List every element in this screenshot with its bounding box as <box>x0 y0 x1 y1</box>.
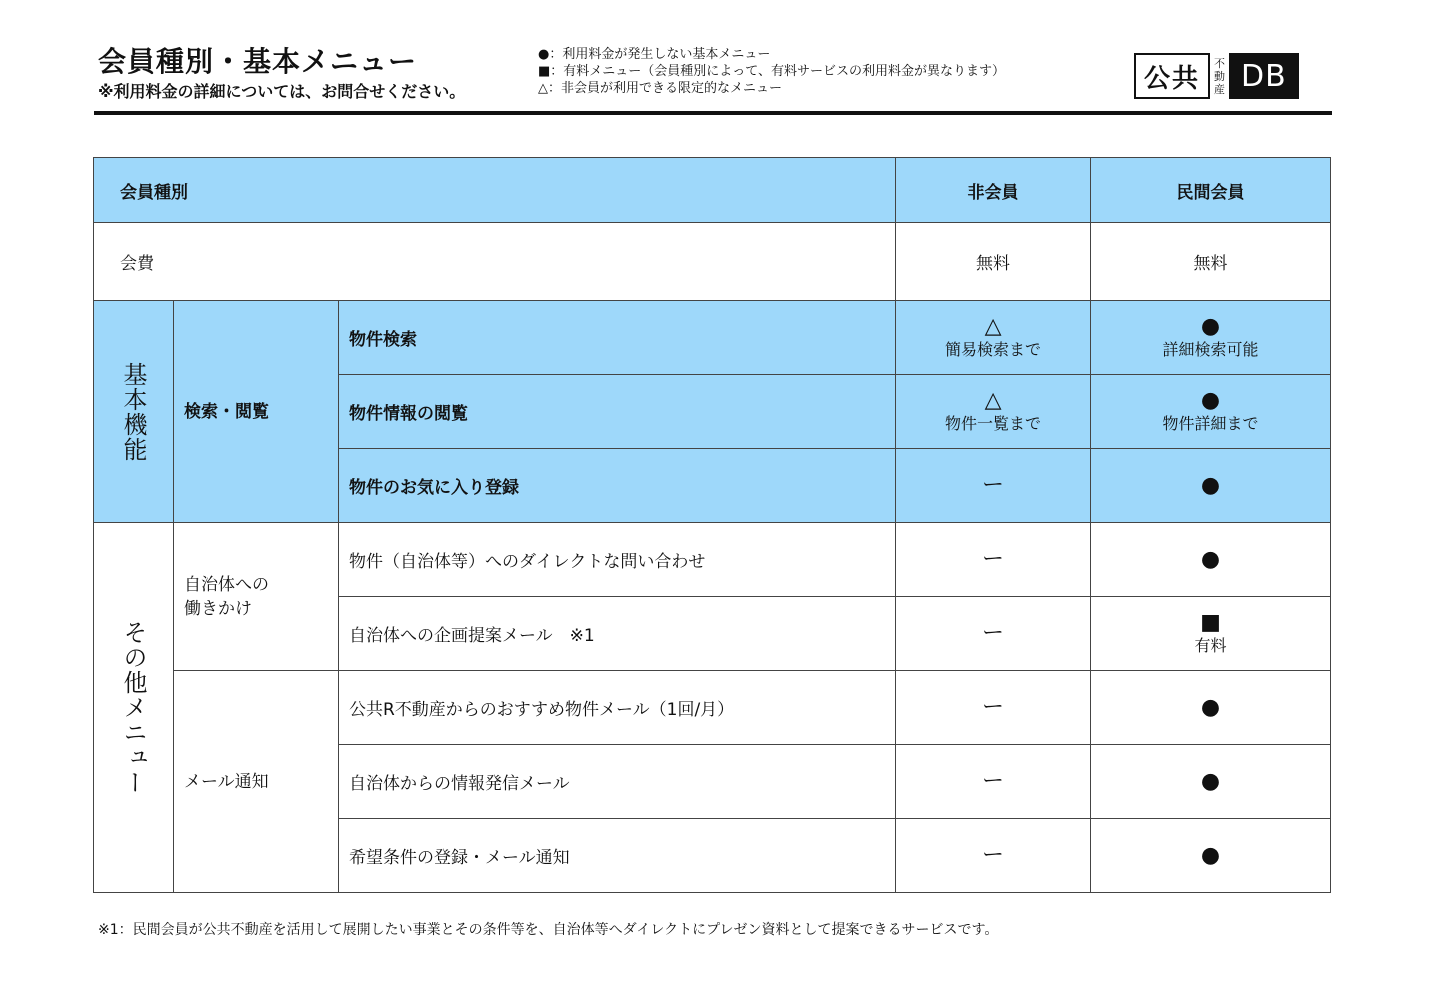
feature-label: 物件（自治体等）へのダイレクトな問い合わせ <box>339 523 896 597</box>
square-icon: ■ <box>1200 609 1221 635</box>
triangle-icon: △ <box>984 313 1002 339</box>
triangle-icon: △ <box>984 387 1002 413</box>
feature-label: 公共R不動産からのおすすめ物件メール（1回/月） <box>339 671 896 745</box>
feature-label: 自治体への企画提案メール ※1 <box>339 597 896 671</box>
circle-icon: ● <box>1200 472 1221 498</box>
logo-fudo-1: 不 <box>1214 56 1226 70</box>
header-rule <box>94 111 1332 115</box>
section-basic <box>94 301 174 523</box>
table-header-row <box>94 158 1331 223</box>
fee-row <box>94 223 1331 301</box>
logo-fudo-2: 動 <box>1214 69 1226 83</box>
private-member-cell <box>1091 671 1331 745</box>
private-member-cell <box>1091 375 1331 449</box>
category-search: 検索・閲覧 <box>174 301 339 523</box>
private-member-cell <box>1091 301 1331 375</box>
non-member-cell <box>896 745 1091 819</box>
cell-note: 物件詳細まで <box>1162 413 1259 433</box>
section-other-label: その他メニュー <box>119 620 147 795</box>
cell-note: 有料 <box>1194 635 1227 655</box>
price-inquiry-note: ※利用料金の詳細については、お問合せください。 <box>98 82 466 101</box>
table-row <box>94 523 1331 597</box>
private-member-cell <box>1091 819 1331 893</box>
non-member-cell <box>896 449 1091 523</box>
circle-icon: ● <box>1200 313 1221 339</box>
circle-icon: ● <box>1200 387 1221 413</box>
dash-icon: ー <box>982 842 1005 868</box>
cell-note: 詳細検索可能 <box>1162 339 1259 359</box>
dash-icon: ー <box>982 620 1005 646</box>
page-title: 会員種別・基本メニュー <box>98 45 418 78</box>
table-row <box>94 671 1331 745</box>
logo <box>1134 53 1299 99</box>
feature-label: 物件情報の閲覧 <box>339 375 896 449</box>
feature-label: 自治体からの情報発信メール <box>339 745 896 819</box>
non-member-cell <box>896 523 1091 597</box>
table-row <box>94 301 1331 375</box>
private-member-cell <box>1091 523 1331 597</box>
private-member-cell <box>1091 745 1331 819</box>
header-member-type: 会員種別 <box>94 158 896 223</box>
legend-free: ●：利用料金が発生しない基本メニュー <box>538 47 771 62</box>
circle-icon: ● <box>1200 694 1221 720</box>
section-other <box>94 523 174 893</box>
non-member-cell <box>896 597 1091 671</box>
feature-label: 物件検索 <box>339 301 896 375</box>
logo-fudo-3: 産 <box>1214 82 1226 96</box>
dash-icon: ー <box>982 694 1005 720</box>
dash-icon: ー <box>982 472 1005 498</box>
logo-kyo: 公共 <box>1134 53 1210 99</box>
logo-fudosan <box>1210 53 1229 99</box>
feature-label: 物件のお気に入り登録 <box>339 449 896 523</box>
category-municipality: 自治体への 働きかけ <box>174 523 339 671</box>
fee-private-member: 無料 <box>1091 223 1331 301</box>
cell-note: 物件一覧まで <box>945 413 1042 433</box>
header-private-member: 民間会員 <box>1091 158 1331 223</box>
legend-paid: ■：有料メニュー（会員種別によって、有料サービスの利用料金が異なります） <box>538 64 1006 79</box>
circle-icon: ● <box>1200 546 1221 572</box>
dash-icon: ー <box>982 546 1005 572</box>
private-member-cell <box>1091 597 1331 671</box>
fee-label: 会費 <box>94 223 896 301</box>
dash-icon: ー <box>982 768 1005 794</box>
footnote: ※1：民間会員が公共不動産を活用して展開したい事業とその条件等を、自治体等へダイレクトにプレゼン資料として提案できるサービスです。 <box>98 922 999 938</box>
membership-table <box>93 157 1331 893</box>
circle-icon: ● <box>1200 842 1221 868</box>
legend-limited: △：非会員が利用できる限定的なメニュー <box>538 81 782 96</box>
non-member-cell <box>896 671 1091 745</box>
legend <box>538 46 1005 97</box>
non-member-cell <box>896 375 1091 449</box>
circle-icon: ● <box>1200 768 1221 794</box>
category-mail: メール通知 <box>174 671 339 893</box>
non-member-cell <box>896 819 1091 893</box>
private-member-cell <box>1091 449 1331 523</box>
cell-note: 簡易検索まで <box>945 339 1042 359</box>
non-member-cell <box>896 301 1091 375</box>
header-non-member: 非会員 <box>896 158 1091 223</box>
feature-label: 希望条件の登録・メール通知 <box>339 819 896 893</box>
section-basic-label: 基本機能 <box>119 361 147 462</box>
fee-non-member: 無料 <box>896 223 1091 301</box>
logo-db: DB <box>1229 53 1299 99</box>
